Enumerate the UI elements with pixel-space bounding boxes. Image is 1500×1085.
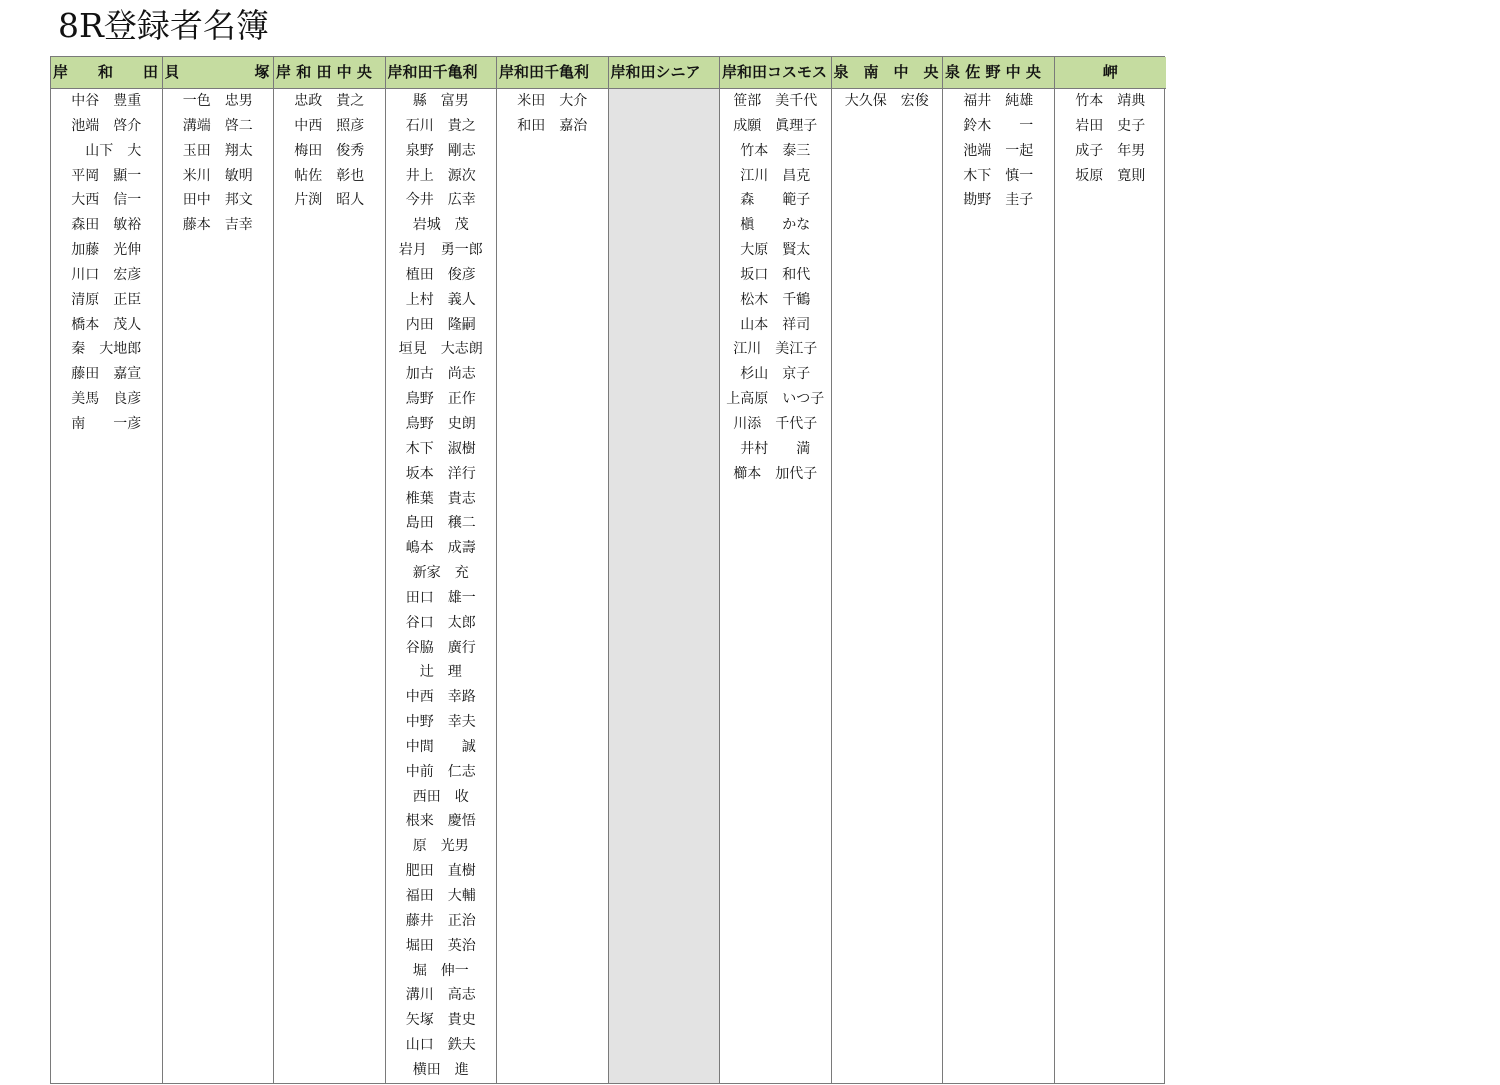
member-name: 坂原 寛則	[1075, 167, 1146, 184]
club-column	[1055, 57, 1167, 1083]
member-name: 加古 尚志	[405, 366, 476, 383]
member-name: 森田 敏裕	[71, 217, 142, 234]
member-name: 成願 眞理子	[733, 117, 818, 134]
member-name: 中谷 豊重	[71, 93, 142, 109]
member-name: 森 範子	[740, 192, 811, 209]
member-name: 鳥野 史朗	[405, 415, 476, 432]
member-name: 椎葉 貴志	[405, 490, 476, 507]
member-name: 鈴木 一	[963, 117, 1034, 134]
member-name: 中野 幸夫	[405, 714, 476, 731]
club-column	[51, 57, 163, 1083]
member-name: 山口 鉄夫	[405, 1037, 476, 1054]
member-name: 岩田 史子	[1075, 117, 1146, 134]
member-name: 池端 啓介	[71, 117, 142, 134]
member-name: 梅田 俊秀	[294, 142, 365, 159]
member-name: 田中 邦文	[182, 192, 253, 209]
member-name: 美馬 良彦	[71, 391, 142, 408]
member-name: 石川 貴之	[405, 117, 476, 134]
member-name: 福井 純雄	[963, 93, 1034, 109]
member-name: 岩城 茂	[412, 217, 469, 234]
member-list	[1055, 89, 1167, 1083]
club-name-header: 岸和田千亀利	[497, 57, 608, 89]
club-name-header: 岸和田コスモス	[720, 57, 831, 89]
member-name: 縣 富男	[412, 93, 469, 109]
club-column	[497, 57, 609, 1083]
club-name-header: 岸 和 田	[51, 57, 162, 89]
club-name-header: 泉 佐 野 中 央	[943, 57, 1054, 89]
member-list	[274, 89, 385, 1083]
member-name: 竹本 靖典	[1075, 93, 1146, 109]
member-name: 原 光男	[412, 838, 469, 855]
member-name: 木下 慎一	[963, 167, 1034, 184]
club-name-header: 岸和田シニア	[609, 57, 720, 89]
member-name: 新家 充	[412, 565, 469, 582]
member-list	[720, 89, 831, 1083]
member-name: 米田 大介	[517, 93, 588, 109]
member-name: 帖佐 彰也	[294, 167, 365, 184]
member-name: 清原 正臣	[71, 291, 142, 308]
club-column	[274, 57, 386, 1083]
club-name-header: 泉 南 中 央	[832, 57, 943, 89]
member-name: 島田 穣二	[405, 515, 476, 532]
member-name: 山下 大	[71, 142, 142, 159]
member-list	[51, 89, 162, 1083]
member-list	[386, 89, 497, 1083]
member-name: 坂口 和代	[740, 266, 811, 283]
member-name: 坂本 洋行	[405, 465, 476, 482]
member-name: 江川 昌克	[740, 167, 811, 184]
member-name: 勘野 圭子	[963, 192, 1034, 209]
member-list	[609, 89, 720, 1083]
member-name: 成子 年男	[1075, 142, 1146, 159]
roster-table	[50, 56, 1165, 1084]
club-name-header: 岬	[1055, 57, 1167, 89]
page-title: 8R登録者名簿	[58, 6, 269, 45]
member-name: 根来 慶悟	[405, 813, 476, 830]
member-name: 木下 淑樹	[405, 440, 476, 457]
club-name-header: 岸和田千亀利	[386, 57, 497, 89]
member-name: 堀田 英治	[405, 937, 476, 954]
member-name: 内田 隆嗣	[405, 316, 476, 333]
club-column	[609, 57, 721, 1083]
member-list	[163, 89, 274, 1083]
member-name: 垣見 大志朗	[398, 341, 483, 358]
member-name: 今井 広幸	[405, 192, 476, 209]
member-name: 井村 満	[740, 440, 811, 457]
member-name: 泉野 剛志	[405, 142, 476, 159]
member-name: 橋本 茂人	[71, 316, 142, 333]
club-column	[832, 57, 944, 1083]
club-column	[943, 57, 1055, 1083]
member-name: 大久保 宏俊	[844, 93, 929, 109]
club-column	[163, 57, 275, 1083]
club-column	[386, 57, 498, 1083]
member-name: 中西 幸路	[405, 689, 476, 706]
club-name-header: 岸 和 田 中 央	[274, 57, 385, 89]
member-name: 片渕 昭人	[294, 192, 365, 209]
member-name: 米川 敏明	[182, 167, 253, 184]
member-list	[943, 89, 1054, 1083]
member-name: 藤井 正治	[405, 912, 476, 929]
member-name: 堀 伸一	[412, 962, 469, 979]
member-name: 溝端 啓二	[182, 117, 253, 134]
member-name: 谷口 太郎	[405, 614, 476, 631]
member-name: 上高原 いつ子	[726, 391, 825, 408]
member-name: 松木 千鶴	[740, 291, 811, 308]
club-column	[720, 57, 832, 1083]
member-name: 鳥野 正作	[405, 391, 476, 408]
member-list	[832, 89, 943, 1083]
member-name: 忠政 貴之	[294, 93, 365, 109]
member-name: 加藤 光伸	[71, 242, 142, 259]
member-name: 中間 誠	[405, 738, 476, 755]
member-name: 櫛本 加代子	[733, 465, 818, 482]
member-name: 肥田 直樹	[405, 863, 476, 880]
member-list	[497, 89, 608, 1083]
member-name: 玉田 翔太	[182, 142, 253, 159]
member-name: 大原 賢太	[740, 242, 811, 259]
member-name: 嶋本 成壽	[405, 540, 476, 557]
member-name: 池端 一起	[963, 142, 1034, 159]
member-name: 秦 大地郎	[71, 341, 142, 358]
member-name: 一色 忠男	[182, 93, 253, 109]
member-name: 大西 信一	[71, 192, 142, 209]
member-name: 笹部 美千代	[733, 93, 818, 109]
club-name-header: 貝 塚	[163, 57, 274, 89]
member-name: 江川 美江子	[733, 341, 818, 358]
member-name: 平岡 顯一	[71, 167, 142, 184]
member-name: 田口 雄一	[405, 589, 476, 606]
member-name: 西田 收	[412, 788, 469, 805]
member-name: 福田 大輔	[405, 888, 476, 904]
member-name: 竹本 泰三	[740, 142, 811, 159]
member-name: 横田 進	[412, 1061, 469, 1078]
member-name: 南 一彦	[71, 415, 142, 432]
member-name: 藤本 吉幸	[182, 217, 253, 234]
member-name: 山本 祥司	[740, 316, 811, 333]
member-name: 辻 理	[419, 664, 462, 681]
member-name: 溝川 高志	[405, 987, 476, 1004]
member-name: 中前 仁志	[405, 763, 476, 780]
member-name: 川口 宏彦	[71, 266, 142, 283]
member-name: 谷脇 廣行	[405, 639, 476, 656]
member-name: 杉山 京子	[740, 366, 811, 383]
member-name: 川添 千代子	[733, 415, 818, 432]
member-name: 中西 照彦	[294, 117, 365, 134]
member-name: 上村 義人	[405, 291, 476, 308]
member-name: 岩月 勇一郎	[398, 242, 483, 259]
member-name: 井上 源次	[405, 167, 476, 184]
member-name: 植田 俊彦	[405, 266, 476, 283]
member-name: 槇 かな	[740, 217, 811, 234]
member-name: 藤田 嘉宣	[71, 366, 142, 383]
member-name: 矢塚 貴史	[405, 1012, 476, 1029]
member-name: 和田 嘉治	[517, 117, 588, 134]
